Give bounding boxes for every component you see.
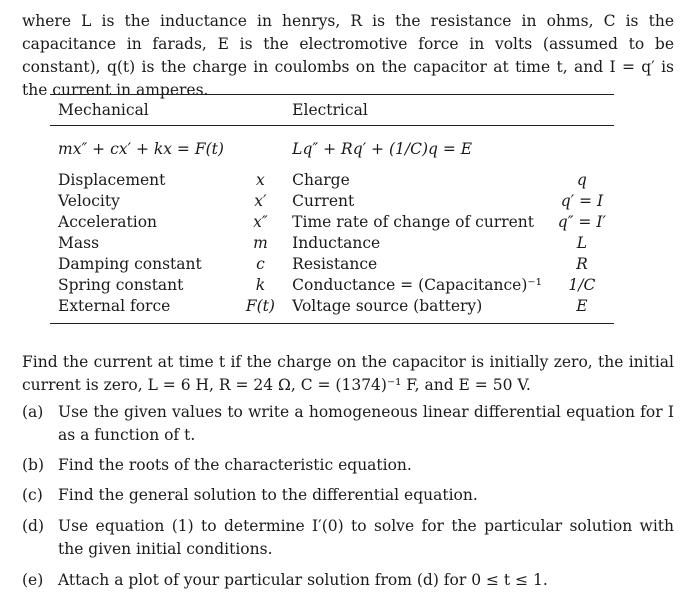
electrical-quantity: Time rate of change of current	[292, 213, 535, 231]
table-row	[50, 212, 614, 233]
table-row	[50, 254, 614, 275]
list-item	[22, 569, 674, 592]
electrical-quantity: Voltage source (battery)	[292, 297, 483, 315]
part-text: Find the general solution to the differential equation.	[58, 486, 478, 504]
mechanical-symbol: x′	[254, 192, 267, 210]
mechanical-quantity: Mass	[58, 234, 100, 252]
list-item	[22, 401, 674, 447]
part-text: Use the given values to write a homogeneous linear differential equation for I as a function of t.	[58, 403, 674, 444]
problem-statement: Find the current at time t if the charge on the capacitor is initially zero, the initial current is zero, L = 6 H, R = 24 Ω, C = (1374)⁻¹ F, and E = 50 V.	[22, 353, 674, 394]
electrical-symbol: E	[576, 297, 588, 315]
electrical-symbol: q″ = I′	[557, 213, 606, 231]
mechanical-quantity: Spring constant	[58, 276, 184, 294]
table-row	[50, 275, 614, 296]
electrical-symbol: R	[576, 255, 588, 273]
mechanical-symbol: k	[255, 276, 266, 294]
table-row	[50, 191, 614, 212]
mechanical-equation: mx″ + cx′ + kx = F(t)	[58, 140, 224, 158]
part-label: (e)	[22, 571, 44, 589]
part-text: Attach a plot of your particular solution from (d) for 0 ≤ t ≤ 1.	[58, 571, 548, 589]
part-label: (c)	[22, 486, 43, 504]
mechanical-quantity: Damping constant	[58, 255, 202, 273]
electrical-symbol: L	[576, 234, 588, 252]
electrical-equation: Lq″ + Rq′ + (1/C)q = E	[292, 140, 473, 158]
part-text: Find the roots of the characteristic equation.	[58, 456, 412, 474]
part-label: (b)	[22, 456, 45, 474]
part-label: (a)	[22, 403, 44, 421]
table-row	[50, 170, 614, 191]
electrical-quantity: Inductance	[292, 234, 381, 252]
problem-parts-list	[22, 400, 674, 592]
electrical-quantity: Resistance	[292, 255, 378, 273]
list-item	[22, 484, 674, 507]
mechanical-symbol: F(t)	[245, 297, 275, 315]
electrical-symbol: q	[576, 171, 587, 189]
table-header-row	[50, 95, 614, 126]
intro-paragraph: where L is the inductance in henrys, R is the resistance in ohms, C is the capacitance in farads, E is the electromotive force in volts (assumed to be constant), q(t) is the charge in coulombs on the capacitor at time t, and I = q′ is the current in amperes.	[22, 12, 674, 99]
list-item	[22, 515, 674, 561]
part-text: Use equation (1) to determine I′(0) to solve for the particular solution with the given initial conditions.	[58, 517, 674, 558]
table-row	[50, 296, 614, 324]
mechanical-quantity: Velocity	[58, 192, 120, 210]
mechanical-symbol: x	[256, 171, 265, 189]
mechanical-quantity: Displacement	[58, 171, 166, 189]
equation-row	[50, 126, 614, 171]
header-electrical: Electrical	[292, 101, 368, 119]
electrical-quantity: Charge	[292, 171, 350, 189]
mechanical-symbol: c	[256, 255, 265, 273]
mechanical-electrical-analogy-table	[50, 94, 614, 324]
part-label: (d)	[22, 517, 45, 535]
electrical-symbol: q′ = I	[560, 192, 604, 210]
electrical-quantity: Current	[292, 192, 355, 210]
mechanical-quantity: Acceleration	[58, 213, 158, 231]
electrical-symbol: 1/C	[568, 276, 596, 294]
list-item	[22, 454, 674, 477]
mechanical-symbol: m	[253, 234, 268, 252]
mechanical-symbol: x″	[253, 213, 268, 231]
electrical-quantity: Conductance = (Capacitance)⁻¹	[292, 276, 542, 294]
table-row	[50, 233, 614, 254]
header-mechanical: Mechanical	[58, 101, 149, 119]
mechanical-quantity: External force	[58, 297, 171, 315]
